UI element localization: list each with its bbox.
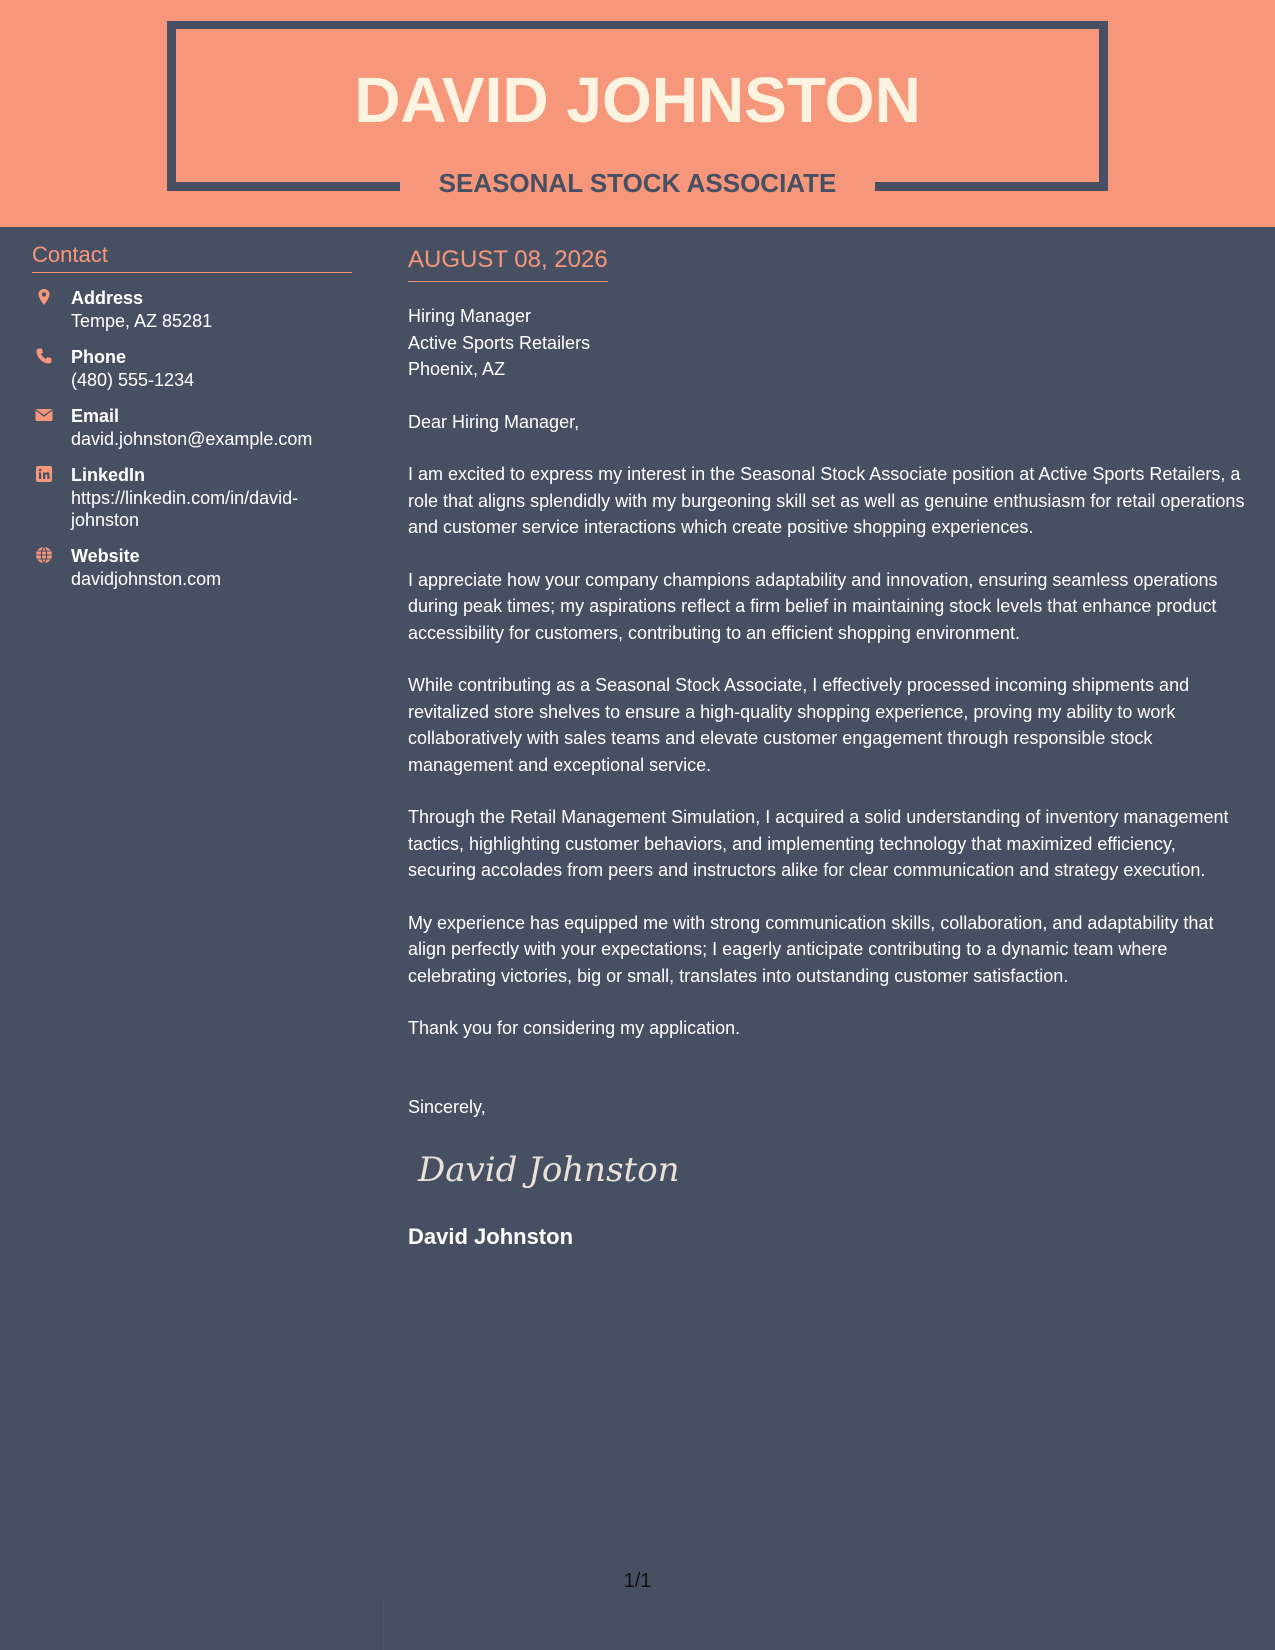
contact-item-website bbox=[32, 544, 352, 590]
contact-label: Website bbox=[71, 546, 140, 566]
address-value: Tempe, AZ 85281 bbox=[71, 311, 213, 331]
applicant-name: DAVID JOHNSTON bbox=[354, 64, 921, 136]
contact-item-linkedin bbox=[32, 463, 352, 531]
letter-paragraph: I appreciate how your company champions adaptability and innovation, ensuring seamless operations during peak times; my aspirations reflect a firm belief in maintaining stock levels that enhance product accessibility for customers, contributing to an efficient shopping environment. bbox=[408, 569, 1218, 643]
map-pin-icon bbox=[35, 288, 53, 306]
website-value[interactable]: davidjohnston.com bbox=[71, 569, 222, 589]
handwritten-signature: David Johnston bbox=[418, 1150, 680, 1190]
letter-paragraph: While contributing as a Seasonal Stock Associate, I effectively processed incoming shipments and revitalized store shelves to ensure a high-quality shopping experience, proving my ability to work collaboratively with sales teams and elevate customer engagement through responsible stock management and exceptional service. bbox=[408, 675, 1190, 775]
letter-paragraph: Through the Retail Management Simulation, I acquired a solid understanding of inventory management tactics, highlighting customer behaviors, and implementing technology that maximized efficiency, securing accolades from peers and instructors alike for clear communication and strategy execution. bbox=[408, 807, 1229, 880]
header-frame bbox=[167, 21, 1108, 29]
contact-label: Address bbox=[71, 288, 144, 308]
contact-item-phone bbox=[32, 345, 352, 391]
recipient-block bbox=[408, 303, 1248, 383]
email-value: david.johnston@example.com bbox=[71, 429, 313, 449]
header-banner bbox=[0, 0, 1275, 227]
contact-label: LinkedIn bbox=[71, 465, 146, 485]
recipient-line: Hiring Manager bbox=[408, 306, 532, 326]
envelope-icon bbox=[35, 406, 53, 424]
greeting: Dear Hiring Manager, bbox=[408, 411, 580, 432]
header-frame bbox=[167, 182, 400, 191]
header-frame bbox=[875, 182, 1108, 191]
contact-label: Email bbox=[71, 406, 120, 426]
linkedin-icon bbox=[35, 465, 53, 483]
letter-body bbox=[408, 243, 1248, 1252]
phone-icon bbox=[35, 347, 53, 365]
linkedin-value[interactable]: https://linkedin.com/in/david-johnston bbox=[71, 488, 299, 530]
letter-paragraph: My experience has equipped me with strong communication skills, collaboration, and adaptability that align perfectly with your expectations; I eagerly anticipate contributing to a dynamic team where celebrating victories, big or small, translates into outstanding customer satisfaction. bbox=[408, 912, 1214, 986]
recipient-line: Active Sports Retailers bbox=[408, 332, 591, 353]
closing: Sincerely, bbox=[408, 1096, 486, 1117]
letter-paragraph: Thank you for considering my application. bbox=[408, 1018, 741, 1038]
page-number: 1/1 bbox=[623, 1570, 652, 1592]
letter-date: AUGUST 08, 2026 bbox=[408, 243, 608, 282]
typed-name: David Johnston bbox=[408, 1224, 574, 1249]
header-frame bbox=[1099, 21, 1108, 191]
contact-label: Phone bbox=[71, 347, 127, 367]
contact-sidebar bbox=[32, 240, 352, 590]
contact-heading: Contact bbox=[32, 240, 352, 273]
header-frame bbox=[167, 21, 176, 191]
globe-icon bbox=[35, 546, 53, 564]
recipient-line: Phoenix, AZ bbox=[408, 359, 506, 379]
letter-paragraph: I am excited to express my interest in the Seasonal Stock Associate position at Active Sports Retailers, a role that aligns splendidly with my burgeoning skill set as well as genuine enthusiasm for retail operations and customer service interactions which create positive shopping experiences. bbox=[408, 464, 1245, 537]
column-divider bbox=[383, 1600, 384, 1650]
job-title: SEASONAL STOCK ASSOCIATE bbox=[438, 168, 837, 198]
phone-value: (480) 555-1234 bbox=[71, 370, 195, 390]
contact-item-address bbox=[32, 286, 352, 332]
contact-item-email bbox=[32, 404, 352, 450]
